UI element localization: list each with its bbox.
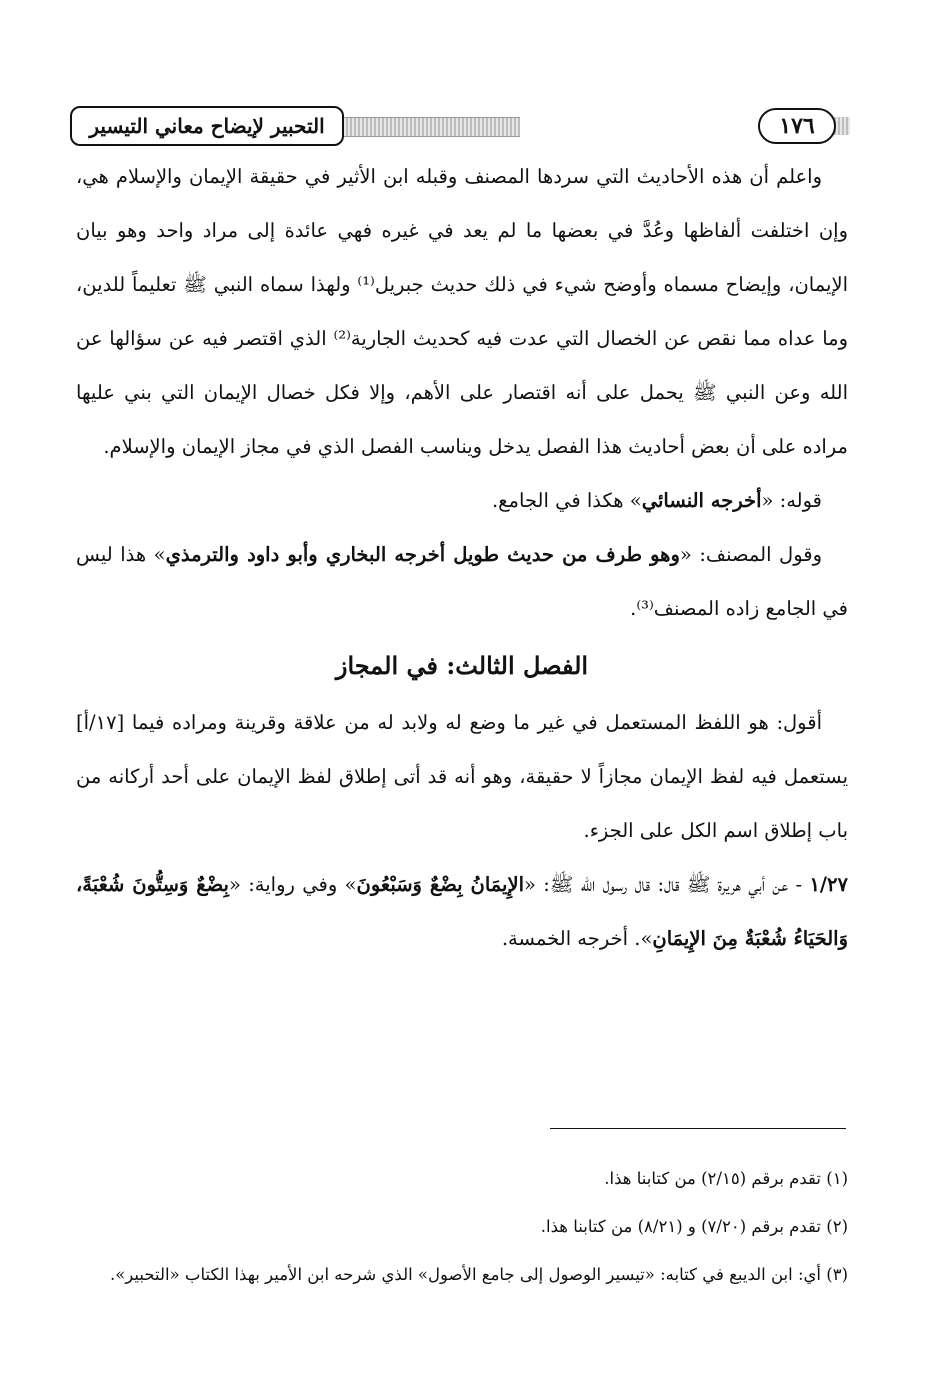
text-segment: ». أخرجه الخمسة.	[501, 927, 653, 950]
footnote-2: (٢) تقدم برقم (٧/٢٠) و (٨/٢١) من كتابنا هذا.	[540, 1217, 848, 1236]
page-header	[70, 104, 850, 148]
paragraph-author-note	[76, 528, 848, 636]
footnote-1: (١) تقدم برقم (٢/١٥) من كتابنا هذا.	[604, 1169, 848, 1188]
footnote-separator	[550, 1128, 846, 1129]
book-title: التحبير لإيضاح معاني التيسير	[70, 106, 344, 146]
hadith-text: بِضْعٌ وَسِتُّونَ شُعْبَةً، وَالحَيَاءُ شُعْبَةٌ مِنَ الإِيمَانِ	[76, 873, 848, 950]
text-segment: قوله: «	[761, 489, 822, 512]
paragraph-definition: أقول: هو اللفظ المستعمل في غير ما وضع له ولابد له من علاقة وقرينة ومراده فيما [١٧/أ] يستعمل فيه لفظ الإيمان مجازاً لا حقيقة، وهو أنه قد أتى إطلاق لفظ الإيمان على أحد أركانه من باب إطلاق اسم الكل على الجزء.	[76, 711, 848, 842]
text-segment: - عن أبي هريرة ﷺ قال: قال رسول الله ﷺ: «	[524, 873, 810, 896]
text-segment: » هكذا في الجامع.	[491, 489, 642, 512]
text-segment: وقول المصنف: «	[679, 543, 823, 566]
text-segment: » وفي رواية: «	[228, 873, 357, 896]
paragraph-nasai	[76, 474, 848, 528]
paragraph-intro: واعلم أن هذه الأحاديث التي سردها المصنف وقبله ابن الأثير في حقيقة الإيمان والإسلام هي، وإن اختلفت ألفاظها وعُدَّ في بعضها ما لم يعد في غيره فهي عائدة إلى مراد واحد وهو بيان الإيمان، وإيضاح مسماه وأوضح شيء في ذلك حديث جبريل⁽¹⁾ ولهذا سماه النبي ﷺ تعليماً للدين، وما عداه مما نقص عن الخصال التي عدت فيه كحديث الجارية⁽²⁾ الذي اقتصر فيه عن سؤالها عن الله وعن النبي ﷺ يحمل على أنه اقتصار على الأهم، وإلا فكل خصال الإيمان التي بني عليها مراده على أن بعض أحاديث هذا الفصل يدخل ويناسب الفصل الذي في مجاز الإيمان والإسلام.	[76, 165, 849, 458]
footnote-3: (٣) أي: ابن الديبع في كتابه: «تيسير الوصول إلى جامع الأصول» الذي شرحه ابن الأمير بهذا الكتاب «التحبير».	[109, 1265, 848, 1284]
paragraph-hadith	[76, 858, 848, 966]
section-heading: الفصل الثالث: في المجاز	[335, 651, 589, 680]
hadith-number: ١/٢٧	[809, 873, 848, 896]
quoted-bold-text: وهو طرف من حديث طويل أخرجه البخاري وأبو داود والترمذي	[165, 543, 680, 566]
text-segment: » هذا ليس في الجامع زاده المصنف⁽³⁾.	[76, 543, 848, 620]
quoted-bold-text: أخرجه النسائي	[641, 489, 762, 512]
main-text	[76, 150, 848, 966]
hadith-text: الإِيمَانُ بِضْعٌ وَسَبْعُونَ	[356, 873, 525, 896]
footnotes	[76, 1155, 848, 1299]
page-number: ١٧٦	[758, 108, 836, 144]
